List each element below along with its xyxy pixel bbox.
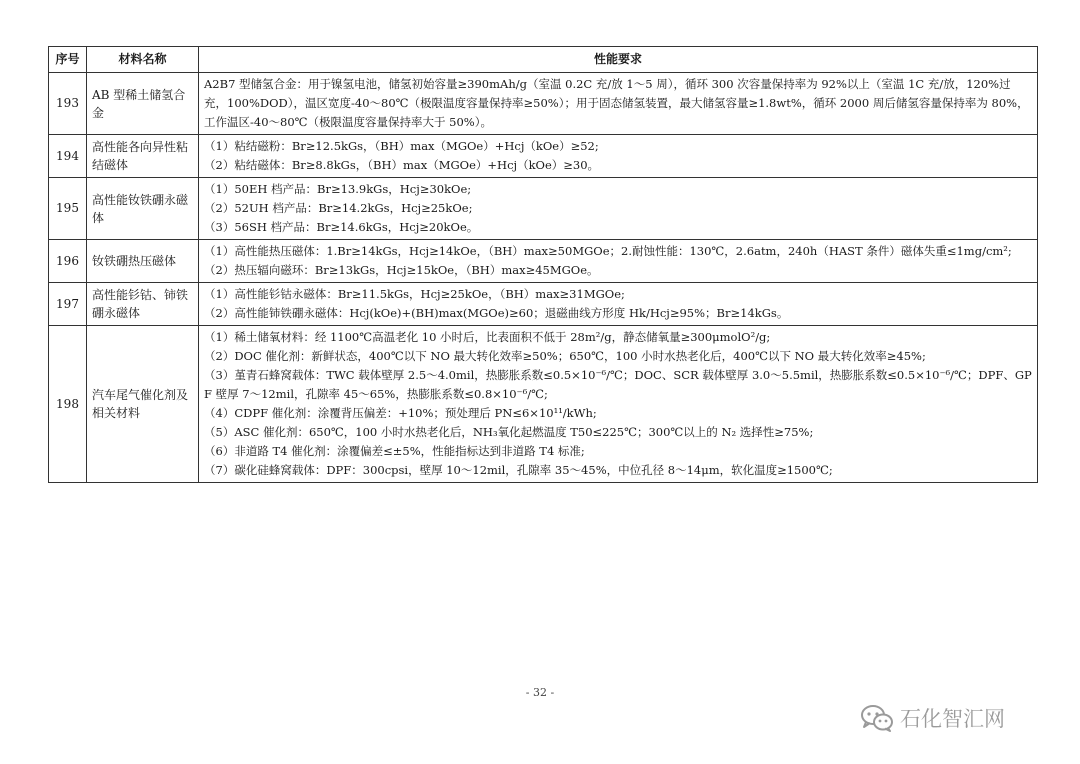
requirement-line: （5）ASC 催化剂：650℃，100 小时水热老化后，NH₃氧化起燃温度 T50≤225℃；300℃以上的 N₂ 选择性≥75%; — [204, 425, 814, 439]
requirement-line: （2）热压辐向磁环：Br≥13kGs，Hcj≥15kOe，（BH）max≥45MGOe。 — [204, 263, 599, 277]
requirement-line: （6）非道路 T4 催化剂：涂覆偏差≤±5%，性能指标达到非道路 T4 标准; — [204, 444, 585, 458]
row-number: 195 — [49, 178, 87, 240]
header-name: 材料名称 — [87, 47, 199, 73]
header-no: 序号 — [49, 47, 87, 73]
performance-requirements — [199, 326, 1038, 483]
requirement-line: （1）50EH 档产品：Br≥13.9kGs，Hcj≥30kOe; — [204, 182, 472, 196]
table-row — [49, 283, 1038, 326]
table-row — [49, 73, 1038, 135]
row-number: 193 — [49, 73, 87, 135]
row-number: 196 — [49, 240, 87, 283]
requirement-line: （2）高性能铈铁硼永磁体：Hcj(kOe)+(BH)max(MGOe)≥60；退磁曲线方形度 Hk/Hcj≥95%；Br≥14kGs。 — [204, 306, 789, 320]
table-row — [49, 178, 1038, 240]
performance-requirements — [199, 178, 1038, 240]
requirement-line: （1）高性能热压磁体：1.Br≥14kGs，Hcj≥14kOe，（BH）max≥50MGOe；2.耐蚀性能：130℃，2.6atm，240h（HAST 条件）磁体失重≤1mg/cm²; — [204, 244, 1012, 258]
material-name: 高性能各向异性粘结磁体 — [87, 135, 199, 178]
performance-requirements — [199, 135, 1038, 178]
performance-requirements — [199, 240, 1038, 283]
requirement-line: （1）粘结磁粉：Br≥12.5kGs，（BH）max（MGOe）+Hcj（kOe）≥52; — [204, 139, 599, 153]
requirement-line: （1）高性能钐钴永磁体：Br≥11.5kGs，Hcj≥25kOe，（BH）max≥31MGOe; — [204, 287, 625, 301]
material-name: 高性能钕铁硼永磁体 — [87, 178, 199, 240]
requirement-line: （3）56SH 档产品：Br≥14.6kGs，Hcj≥20kOe。 — [204, 220, 479, 234]
table-row — [49, 326, 1038, 483]
row-number: 194 — [49, 135, 87, 178]
requirement-line: A2B7 型储氢合金：用于镍氢电池，储氢初始容量≥390mAh/g（室温 0.2C 充/放 1～5 周），循环 300 次容量保持率为 92%以上（室温 1C 充/放，120%过充，100%DOD），温区宽度-40～80℃（极限温度容量保持率≥50%）；用于固态储氢装置，最大储氢容量≥1.8wt%，循环 2000 周后储氢容量保持率为 80%，工作温区-40～80℃（极限温度容量保持率大于 50%）。 — [204, 77, 1029, 129]
requirement-line: （2）粘结磁体：Br≥8.8kGs，（BH）max（MGOe）+Hcj（kOe）≥30。 — [204, 158, 600, 172]
material-name: 汽车尾气催化剂及相关材料 — [87, 326, 199, 483]
material-name: 钕铁硼热压磁体 — [87, 240, 199, 283]
table-row — [49, 135, 1038, 178]
watermark — [860, 702, 1005, 734]
watermark-text: 石化智汇网 — [900, 707, 1005, 731]
table-row — [49, 240, 1038, 283]
row-number: 198 — [49, 326, 87, 483]
row-number: 197 — [49, 283, 87, 326]
table-header-row — [49, 47, 1038, 73]
performance-requirements — [199, 73, 1038, 135]
requirement-line: （2）52UH 档产品：Br≥14.2kGs，Hcj≥25kOe; — [204, 201, 473, 215]
header-requirements: 性能要求 — [199, 47, 1038, 73]
requirement-line: （3）堇青石蜂窝载体：TWC 载体壁厚 2.5～4.0mil，热膨胀系数≤0.5×10⁻⁶/℃；DOC、SCR 载体壁厚 3.0～5.5mil，热膨胀系数≤0.5×10⁻⁶/℃；DPF、GPF 壁厚 7～12mil，孔隙率 45～65%，热膨胀系数≤0.8×10⁻⁶/℃; — [204, 368, 1032, 401]
materials-table — [48, 46, 1038, 483]
requirement-line: （2）DOC 催化剂：新鲜状态，400℃以下 NO 最大转化效率≥50%；650℃，100 小时水热老化后，400℃以下 NO 最大转化效率≥45%; — [204, 349, 926, 363]
page-number: - 32 - — [525, 686, 555, 699]
requirement-line: （7）碳化硅蜂窝载体：DPF：300cpsi，壁厚 10～12mil，孔隙率 35～45%，中位孔径 8～14μm，软化温度≥1500℃; — [204, 463, 833, 477]
material-name: 高性能钐钴、铈铁硼永磁体 — [87, 283, 199, 326]
performance-requirements — [199, 283, 1038, 326]
requirement-line: （1）稀土储氧材料：经 1100℃高温老化 10 小时后，比表面积不低于 28m²/g，静态储氧量≥300μmolO²/g; — [204, 330, 771, 344]
wechat-icon — [860, 704, 894, 732]
material-name: AB 型稀土储氢合金 — [87, 73, 199, 135]
requirement-line: （4）CDPF 催化剂：涂覆背压偏差：+10%；预处理后 PN≤6×10¹¹/kWh; — [204, 406, 597, 420]
